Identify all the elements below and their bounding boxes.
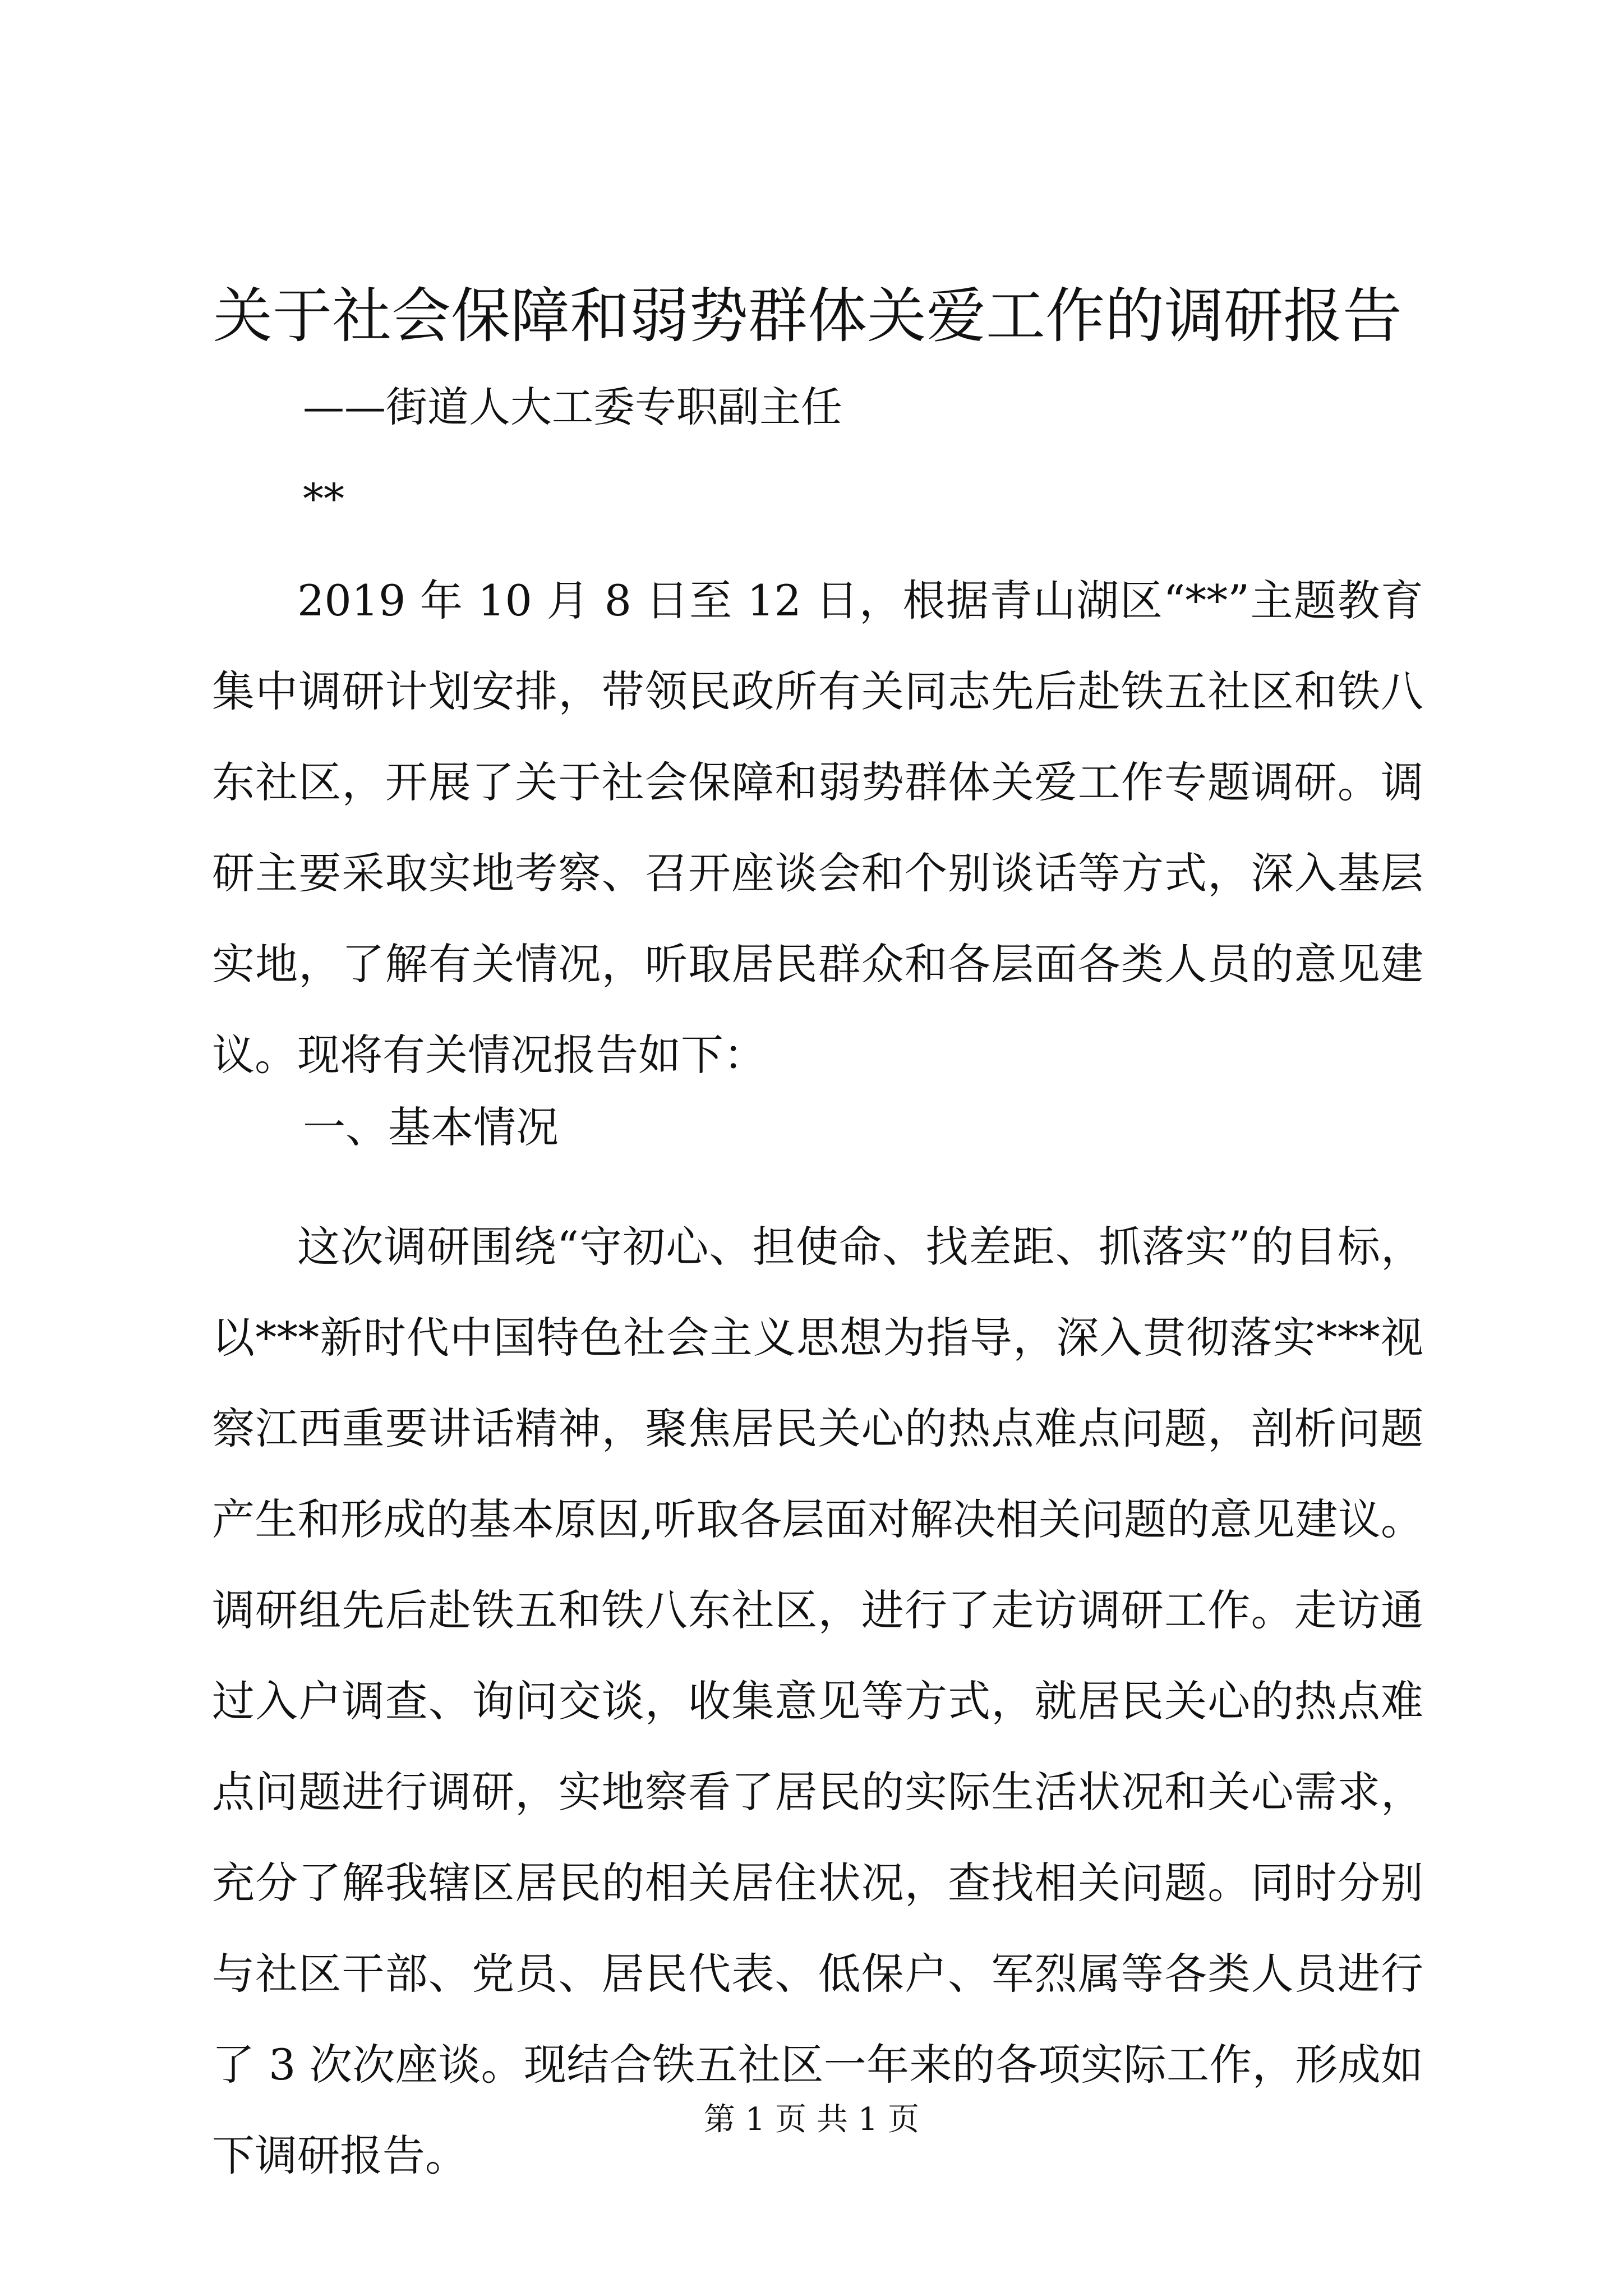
page-footer: 第 1 页 共 1 页 — [703, 2101, 920, 2138]
document-subtitle: ——街道人大工委专职副主任 — [303, 383, 842, 431]
document-title: 关于社会保障和弱势群体关爱工作的调研报告 — [213, 282, 1402, 351]
section-paragraph: 这次调研围绕“守初心、担使命、找差距、抓落实”的目标，以***新时代中国特色社会主义思想为指导，深入贯彻落实***视察江西重要讲话精神，聚焦居民关心的热点难点问题，剖析问题产生和形成的基本原因,听取各层面对解决相关问题的意见建议。调研组先后赴铁五和铁八东社区，进行了走访调研工作。走访通过入户调查、询问交谈，收集意见等方式，就居民关心的热点难点问题进行调研，实地察看了居民的实际生活状况和关心需求，充分了解我辖区居民的相关居住状况，查找相关问题。同时分别与社区干部、党员、居民代表、低保户、军烈属等各类人员进行了 3 次次座谈。现结合铁五社区一年来的各项实际工作，形成如下调研报告。 — [212, 1222, 1423, 2180]
intro-paragraph: 2019 年 10 月 8 日至 12 日，根据青山湖区“**”主题教育集中调研计划安排，带领民政所有关同志先后赴铁五社区和铁八东社区，开展了关于社会保障和弱势群体关爱工作专题调研。调研主要采取实地考察、召开座谈会和个别谈话等方式，深入基层实地，了解有关情况，听取居民群众和各层面各类人员的意见建议。现将有关情况报告如下： — [212, 576, 1423, 1080]
section-heading: 一、基本情况 — [303, 1102, 559, 1152]
document-author: ** — [303, 475, 344, 523]
